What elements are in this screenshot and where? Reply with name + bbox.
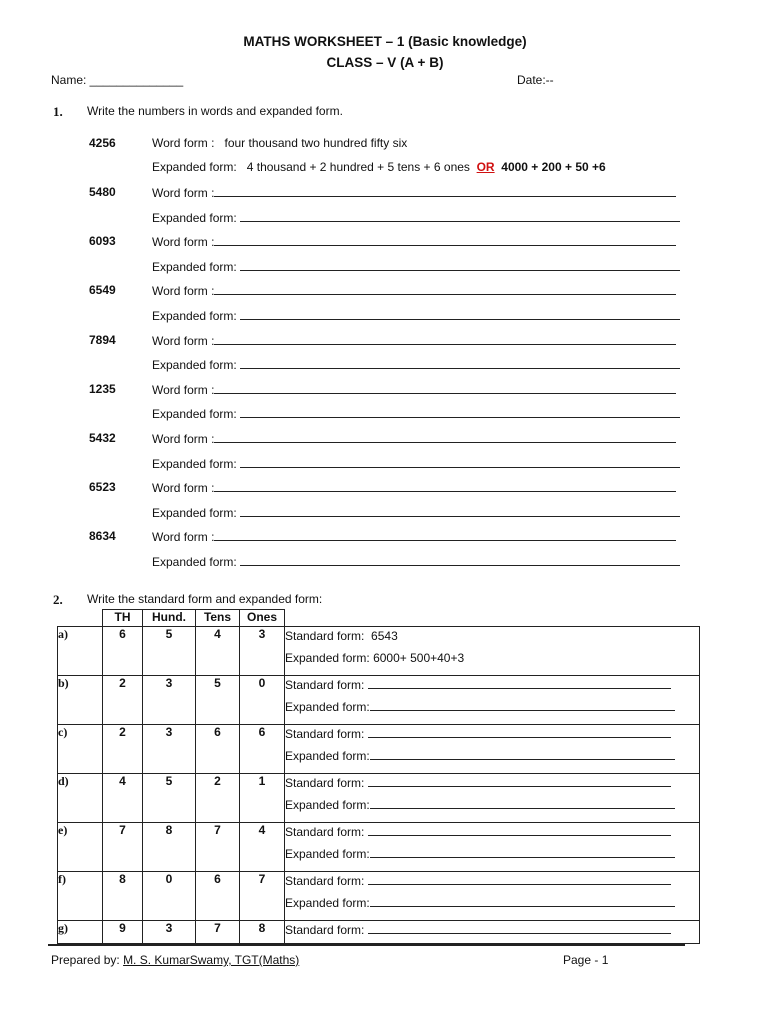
expanded-form-blank[interactable] bbox=[370, 846, 675, 858]
expanded-form-line bbox=[285, 649, 699, 671]
row-label: f) bbox=[58, 872, 103, 921]
expanded-form-value: 6000+ 500+40+3 bbox=[373, 651, 465, 665]
word-form-label: Word form : bbox=[152, 284, 215, 299]
name-field: Name: ______________ bbox=[51, 73, 184, 87]
footer-divider bbox=[48, 944, 685, 946]
standard-form-label: Standard form: bbox=[285, 727, 365, 741]
word-form-row bbox=[152, 283, 676, 298]
expanded-form-label: Expanded form: bbox=[152, 554, 237, 569]
expanded-form-label: Expanded form: bbox=[285, 847, 370, 861]
standard-form-line bbox=[285, 921, 699, 943]
word-form-blank[interactable] bbox=[214, 283, 676, 295]
expanded-form-value: 4 thousand + 2 hundred + 5 tens + 6 ones bbox=[246, 160, 470, 174]
table-row bbox=[58, 921, 700, 944]
author-name: M. S. KumarSwamy, TGT(Maths) bbox=[123, 953, 300, 967]
q2-number: 2. bbox=[53, 592, 63, 607]
digit-cell: 7 bbox=[196, 921, 240, 944]
expanded-form-blank[interactable] bbox=[240, 505, 680, 517]
q1-exercise-number: 5432 bbox=[89, 431, 116, 445]
expanded-form-blank[interactable] bbox=[240, 357, 680, 369]
table-row bbox=[58, 823, 700, 872]
table-row bbox=[58, 725, 700, 774]
word-form-row bbox=[152, 480, 676, 495]
expanded-form-line bbox=[285, 747, 699, 769]
standard-form-line bbox=[285, 676, 699, 698]
answer-cell bbox=[285, 676, 700, 725]
expanded-form-row bbox=[152, 308, 680, 323]
table-row bbox=[58, 676, 700, 725]
digit-cell: 6 bbox=[240, 725, 285, 774]
q1-exercise-number: 8634 bbox=[89, 529, 116, 544]
word-form-row bbox=[152, 382, 676, 397]
standard-form-blank[interactable] bbox=[368, 726, 671, 738]
standard-form-line bbox=[285, 725, 699, 747]
word-form-row bbox=[152, 431, 676, 446]
expanded-form-label: Expanded form: bbox=[152, 160, 237, 174]
digit-cell: 4 bbox=[196, 627, 240, 676]
expanded-form-label: Expanded form: bbox=[152, 456, 237, 471]
answer-cell bbox=[285, 823, 700, 872]
row-label: b) bbox=[58, 676, 103, 725]
worksheet-title: MATHS WORKSHEET – 1 (Basic knowledge) bbox=[243, 34, 527, 49]
word-form-label: Word form : bbox=[152, 186, 215, 200]
row-label: c) bbox=[58, 725, 103, 774]
table-header-row bbox=[58, 610, 700, 627]
q1-exercise-number: 7894 bbox=[89, 332, 116, 347]
row-label: g) bbox=[58, 921, 103, 944]
expanded-form-label: Expanded form: bbox=[152, 259, 237, 274]
word-form-label: Word form : bbox=[152, 136, 215, 150]
expanded-form-blank[interactable] bbox=[370, 797, 675, 809]
digit-cell: 4 bbox=[240, 823, 285, 872]
standard-form-label: Standard form: bbox=[285, 776, 365, 790]
standard-form-blank[interactable] bbox=[368, 922, 671, 934]
expanded-form-label: Expanded form: bbox=[285, 798, 370, 812]
standard-form-value: 6543 bbox=[371, 629, 398, 643]
header-th: TH bbox=[103, 610, 143, 627]
word-form-blank[interactable] bbox=[214, 431, 676, 443]
digit-cell: 7 bbox=[196, 823, 240, 872]
digit-cell: 2 bbox=[103, 676, 143, 725]
q1-exercise-number: 6523 bbox=[89, 480, 116, 495]
q1-exercise-number: 6549 bbox=[89, 283, 116, 298]
expanded-form-label: Expanded form: bbox=[152, 308, 237, 323]
expanded-form-row bbox=[152, 406, 680, 421]
date-field: Date:-- bbox=[517, 73, 554, 87]
standard-form-blank[interactable] bbox=[368, 824, 671, 836]
word-form-label: Word form : bbox=[152, 432, 215, 446]
expanded-form-row bbox=[152, 357, 680, 372]
digit-cell: 0 bbox=[240, 676, 285, 725]
standard-form-blank[interactable] bbox=[368, 873, 671, 885]
digit-cell: 7 bbox=[240, 872, 285, 921]
table-row bbox=[58, 774, 700, 823]
expanded-form-line bbox=[285, 845, 699, 867]
standard-form-label: Standard form: bbox=[285, 874, 365, 888]
digit-cell: 8 bbox=[240, 921, 285, 944]
expanded-form-blank[interactable] bbox=[370, 895, 675, 907]
digit-cell: 1 bbox=[240, 774, 285, 823]
answer-cell bbox=[285, 872, 700, 921]
answer-cell bbox=[285, 921, 700, 944]
expanded-form-label: Expanded form: bbox=[285, 896, 370, 910]
digit-cell: 0 bbox=[143, 872, 196, 921]
standard-form-label: Standard form: bbox=[285, 678, 365, 692]
digit-cell: 3 bbox=[143, 921, 196, 944]
header-ones: Ones bbox=[240, 610, 285, 627]
standard-form-label: Standard form: bbox=[285, 825, 365, 839]
table-row bbox=[58, 627, 700, 676]
word-form-row bbox=[152, 234, 676, 249]
place-value-table bbox=[57, 609, 700, 944]
digit-cell: 5 bbox=[143, 774, 196, 823]
standard-form-line bbox=[285, 872, 699, 894]
standard-form-line bbox=[285, 823, 699, 845]
digit-cell: 3 bbox=[143, 676, 196, 725]
row-label: a) bbox=[58, 627, 103, 676]
digit-cell: 5 bbox=[196, 676, 240, 725]
q1-exercise-number: 1235 bbox=[89, 381, 116, 396]
q1-example-word-row bbox=[152, 136, 407, 150]
word-form-row bbox=[152, 529, 676, 544]
expanded-form-label: Expanded form: bbox=[152, 505, 237, 520]
class-line: CLASS – V (A + B) bbox=[326, 55, 444, 70]
expanded-form-label: Expanded form: bbox=[285, 651, 370, 665]
expanded-form-blank[interactable] bbox=[240, 456, 680, 468]
expanded-form-row bbox=[152, 456, 680, 471]
expanded-form-row bbox=[152, 259, 680, 274]
expanded-form-row bbox=[152, 210, 680, 225]
q1-instruction: Write the numbers in words and expanded form. bbox=[87, 104, 343, 118]
digit-cell: 8 bbox=[143, 823, 196, 872]
standard-form-blank[interactable] bbox=[368, 677, 671, 689]
expanded-form-label: Expanded form: bbox=[285, 700, 370, 714]
expanded-form-blank[interactable] bbox=[240, 406, 680, 418]
digit-cell: 4 bbox=[103, 774, 143, 823]
expanded-form-label: Expanded form: bbox=[285, 749, 370, 763]
or-marker: OR bbox=[476, 160, 495, 174]
word-form-blank[interactable] bbox=[214, 333, 676, 345]
q1-example-number: 4256 bbox=[89, 136, 116, 150]
header-tens: Tens bbox=[196, 610, 240, 627]
word-form-blank[interactable] bbox=[214, 480, 676, 492]
digit-cell: 3 bbox=[143, 725, 196, 774]
expanded-form-blank[interactable] bbox=[240, 554, 680, 566]
q1-example-expanded-row bbox=[152, 160, 606, 174]
expanded-form-row bbox=[152, 505, 680, 520]
footer-prepared bbox=[51, 953, 299, 967]
page-number: Page - 1 bbox=[563, 953, 609, 967]
answer-cell bbox=[285, 774, 700, 823]
digit-cell: 7 bbox=[103, 823, 143, 872]
expanded-form-blank[interactable] bbox=[370, 699, 675, 711]
digit-cell: 5 bbox=[143, 627, 196, 676]
row-label: d) bbox=[58, 774, 103, 823]
digit-cell: 6 bbox=[196, 725, 240, 774]
word-form-blank[interactable] bbox=[214, 234, 676, 246]
digit-cell: 9 bbox=[103, 921, 143, 944]
word-form-row bbox=[152, 333, 676, 348]
answer-cell bbox=[285, 725, 700, 774]
expanded-form-line bbox=[285, 796, 699, 818]
word-form-label: Word form : bbox=[152, 333, 215, 348]
expanded-form-blank[interactable] bbox=[240, 259, 680, 271]
word-form-value: four thousand two hundred fifty six bbox=[224, 136, 408, 150]
q1-number: 1. bbox=[53, 104, 63, 119]
q1-exercise-number: 6093 bbox=[89, 234, 116, 249]
row-label: e) bbox=[58, 823, 103, 872]
expanded-form-label: Expanded form: bbox=[152, 210, 237, 225]
prepared-by-label: Prepared by: bbox=[51, 953, 120, 967]
expanded-form-alt: 4000 + 200 + 50 +6 bbox=[501, 160, 606, 174]
table-row bbox=[58, 872, 700, 921]
standard-form-blank[interactable] bbox=[368, 775, 671, 787]
digit-cell: 2 bbox=[196, 774, 240, 823]
word-form-row bbox=[152, 185, 676, 200]
digit-cell: 2 bbox=[103, 725, 143, 774]
digit-cell: 3 bbox=[240, 627, 285, 676]
standard-form-line bbox=[285, 627, 699, 649]
answer-cell bbox=[285, 627, 700, 676]
header-hund: Hund. bbox=[143, 610, 196, 627]
standard-form-line bbox=[285, 774, 699, 796]
standard-form-label: Standard form: bbox=[285, 629, 365, 643]
digit-cell: 8 bbox=[103, 872, 143, 921]
expanded-form-label: Expanded form: bbox=[152, 407, 237, 422]
word-form-blank[interactable] bbox=[214, 529, 676, 541]
word-form-blank[interactable] bbox=[214, 382, 676, 394]
q2-instruction: Write the standard form and expanded form: bbox=[87, 592, 323, 606]
expanded-form-line bbox=[285, 894, 699, 916]
expanded-form-line bbox=[285, 698, 699, 720]
word-form-label: Word form : bbox=[152, 530, 215, 545]
expanded-form-blank[interactable] bbox=[240, 210, 680, 222]
expanded-form-label: Expanded form: bbox=[152, 358, 237, 373]
expanded-form-blank[interactable] bbox=[240, 308, 680, 320]
expanded-form-blank[interactable] bbox=[370, 748, 675, 760]
q1-exercise-number: 5480 bbox=[89, 185, 116, 199]
word-form-label: Word form : bbox=[152, 235, 215, 250]
digit-cell: 6 bbox=[103, 627, 143, 676]
expanded-form-row bbox=[152, 554, 680, 569]
word-form-blank[interactable] bbox=[214, 185, 676, 197]
standard-form-label: Standard form: bbox=[285, 923, 365, 937]
digit-cell: 6 bbox=[196, 872, 240, 921]
word-form-label: Word form : bbox=[152, 382, 215, 397]
word-form-label: Word form : bbox=[152, 481, 215, 496]
